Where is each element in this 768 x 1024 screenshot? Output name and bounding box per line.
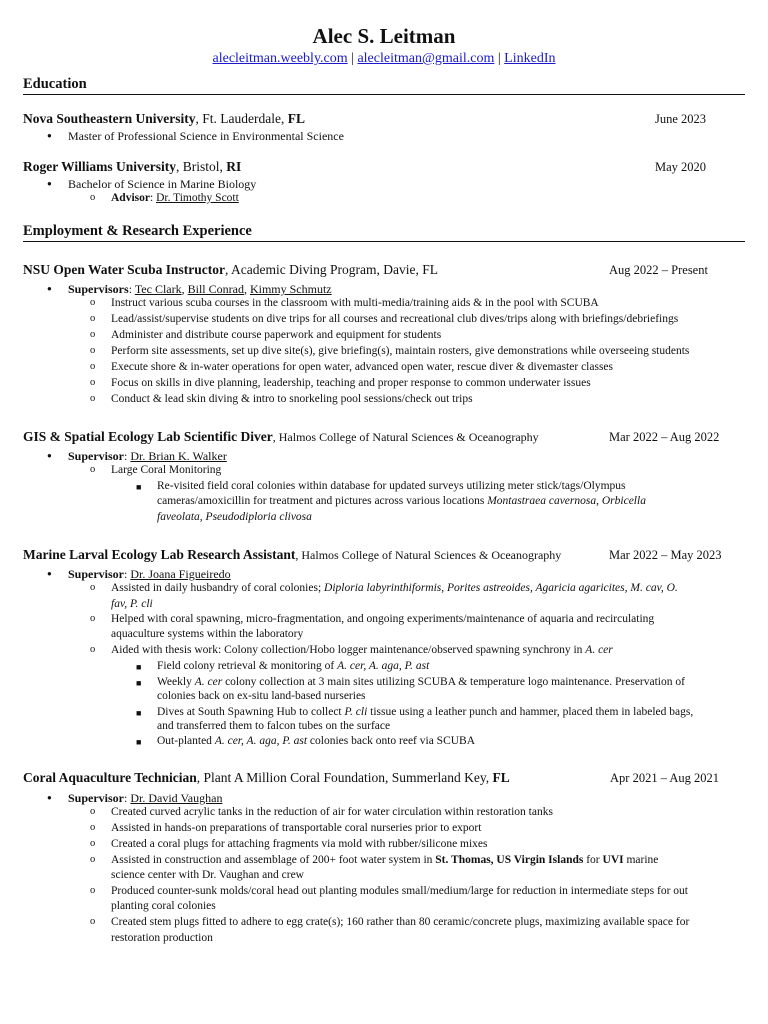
duty-item: Execute shore & in-water operations for open water, advanced open water, rescue diver & divemaster classes	[111, 361, 613, 373]
education-entry-nsu: Nova Southeastern University, Ft. Lauderdale, FL	[23, 111, 305, 126]
supervisor-line: Supervisor: Dr. Brian K. Walker	[68, 449, 227, 463]
circle-marker: o	[90, 806, 96, 817]
duty-item: Conduct & lead skin diving & intro to snorkeling pool sessions/check out trips	[111, 393, 473, 405]
duty-item-continued: fav, P. cli	[111, 598, 153, 610]
duty-item: Assisted in hands-on preparations of transportable coral nurseries prior to export	[111, 822, 482, 834]
supervisors-line: Supervisors: Tec Clark, Bill Conrad, Kimmy Schmutz	[68, 282, 332, 296]
square-marker: ■	[136, 737, 142, 747]
supervisor-line: Supervisor: Dr. David Vaughan	[68, 791, 223, 805]
degree-text: Bachelor of Science in Marine Biology	[68, 177, 257, 191]
square-marker: ■	[136, 482, 142, 492]
bullet-marker: ●	[47, 451, 52, 460]
job-date: Mar 2022 – Aug 2022	[609, 430, 720, 444]
duty-item: Assisted in construction and assemblage of 200+ foot water system in St. Thomas, US Virgin Islands for UVI marine	[111, 854, 659, 866]
bullet-marker: ●	[47, 569, 52, 578]
linkedin-link[interactable]: LinkedIn	[504, 51, 556, 66]
circle-marker: o	[90, 297, 96, 308]
circle-marker: o	[90, 885, 96, 896]
circle-marker: o	[90, 192, 96, 203]
sub-item: Out-planted A. cer, A. aga, P. ast colonies back onto reef via SCUBA	[157, 735, 476, 747]
sub-item: Weekly A. cer colony collection at 3 main sites utilizing SCUBA & temperature logo maintenance. Preservation of	[157, 676, 685, 688]
job-date: Apr 2021 – Aug 2021	[610, 771, 720, 785]
section-title-experience: Employment & Research Experience	[23, 223, 252, 239]
circle-marker: o	[90, 822, 96, 833]
education-date: May 2020	[655, 160, 707, 174]
circle-marker: o	[90, 313, 96, 324]
bullet-marker: ●	[47, 131, 52, 140]
sub-item-continued: and transferred them to falcon tubes on the surface	[157, 720, 391, 732]
job-title-research-assistant: Marine Larval Ecology Lab Research Assistant, Halmos College of Natural Sciences & Oceanography	[23, 547, 562, 562]
circle-marker: o	[90, 361, 96, 372]
circle-marker: o	[90, 582, 96, 593]
separator: |	[497, 51, 501, 66]
project-name: Large Coral Monitoring	[111, 464, 222, 476]
project-detail-line: Re-visited field coral colonies within database for updated surveys utilizing meter stick/tags/Olympus	[157, 480, 626, 492]
section-title-education: Education	[23, 76, 87, 92]
circle-marker: o	[90, 345, 96, 356]
bullet-marker: ●	[47, 793, 52, 802]
duty-item: Produced counter-sunk molds/coral head out planting modules small/medium/large for reduction in intermediate steps for out	[111, 885, 688, 897]
duty-item: Administer and distribute course paperwork and equipment for students	[111, 329, 442, 341]
square-marker: ■	[136, 708, 142, 718]
job-date: Aug 2022 – Present	[609, 263, 708, 277]
circle-marker: o	[90, 377, 96, 388]
bullet-marker: ●	[47, 284, 52, 293]
job-title-scientific-diver: GIS & Spatial Ecology Lab Scientific Diver, Halmos College of Natural Sciences & Oceanography	[23, 429, 539, 444]
circle-marker: o	[90, 613, 96, 624]
email-link[interactable]: alecleitman@gmail.com	[357, 51, 495, 66]
circle-marker: o	[90, 916, 96, 927]
duty-item: Created a coral plugs for attaching fragments via mold with rubber/silicone mixes	[111, 838, 488, 850]
section-divider	[23, 241, 745, 242]
contact-line	[0, 51, 768, 67]
supervisor-line: Supervisor: Dr. Joana Figueiredo	[68, 567, 231, 581]
duty-item: Assisted in daily husbandry of coral colonies; Diploria labyrinthiformis, Porites astreoides, Agaricia agaricites, M. cav, O.	[111, 582, 678, 594]
duty-item-continued: restoration production	[111, 932, 213, 944]
job-title-scuba-instructor: NSU Open Water Scuba Instructor, Academic Diving Program, Davie, FL	[23, 262, 438, 277]
job-title-aquaculture-technician: Coral Aquaculture Technician, Plant A Million Coral Foundation, Summerland Key, FL	[23, 770, 510, 785]
duty-item-continued: planting coral colonies	[111, 900, 216, 912]
square-marker: ■	[136, 662, 142, 672]
section-divider	[23, 94, 745, 95]
duty-item-continued: aquaculture systems within the laboratory	[111, 628, 304, 640]
circle-marker: o	[90, 464, 96, 475]
job-date: Mar 2022 – May 2023	[609, 548, 722, 562]
candidate-name: Alec S. Leitman	[312, 24, 456, 48]
circle-marker: o	[90, 393, 96, 404]
sub-item: Dives at South Spawning Hub to collect P. cli tissue using a leather punch and hammer, placed them in labeled bags,	[157, 706, 694, 718]
duty-item: Helped with coral spawning, micro-fragmentation, and ongoing experiments/maintenance of aquaria and recirculating	[111, 613, 655, 625]
circle-marker: o	[90, 854, 96, 865]
sub-item: Field colony retrieval & monitoring of A. cer, A. aga, P. ast	[157, 660, 430, 672]
duty-item: Created stem plugs fitted to adhere to egg crate(s); 160 rather than 80 ceramic/concrete plugs, maximizing available space for	[111, 916, 690, 928]
square-marker: ■	[136, 678, 142, 688]
duty-item: Created curved acrylic tanks in the reduction of air for water circulation within restoration tanks	[111, 806, 553, 818]
duty-item: Perform site assessments, set up dive site(s), give briefing(s), maintain rosters, give demonstrations while overseeing students	[111, 345, 690, 357]
degree-text: Master of Professional Science in Environmental Science	[68, 129, 344, 143]
duty-item: Lead/assist/supervise students on dive trips for all courses and recreational club dives/trips along with briefings/debriefings	[111, 313, 679, 325]
duty-item: Aided with thesis work: Colony collection/Hobo logger maintenance/observed spawning synchrony in A. cer	[111, 644, 613, 656]
circle-marker: o	[90, 329, 96, 340]
education-date: June 2023	[655, 112, 707, 126]
advisor-line: Advisor: Dr. Timothy Scott	[111, 192, 239, 204]
project-detail-line: cameras/amoxicillin for treatment and pictures across various locations Montastraea cavernosa, Orbicella	[157, 495, 646, 507]
circle-marker: o	[90, 838, 96, 849]
circle-marker: o	[90, 644, 96, 655]
duty-item-continued: science center with Dr. Vaughan and crew	[111, 869, 304, 881]
website-link[interactable]: alecleitman.weebly.com	[212, 51, 348, 66]
separator: |	[351, 51, 354, 66]
sub-item-continued: colonies back on ex-situ land-based nurseries	[157, 690, 366, 702]
duty-item: Focus on skills in dive planning, leadership, teaching and proper response to common underwater issues	[111, 377, 591, 389]
project-detail-line: faveolata, Pseudodiploria clivosa	[157, 511, 312, 523]
duty-item: Instruct various scuba courses in the classroom with multi-media/training aids & in the pool with SCUBA	[111, 297, 599, 309]
education-entry-rwu: Roger Williams University, Bristol, RI	[23, 159, 242, 174]
bullet-marker: ●	[47, 179, 52, 188]
